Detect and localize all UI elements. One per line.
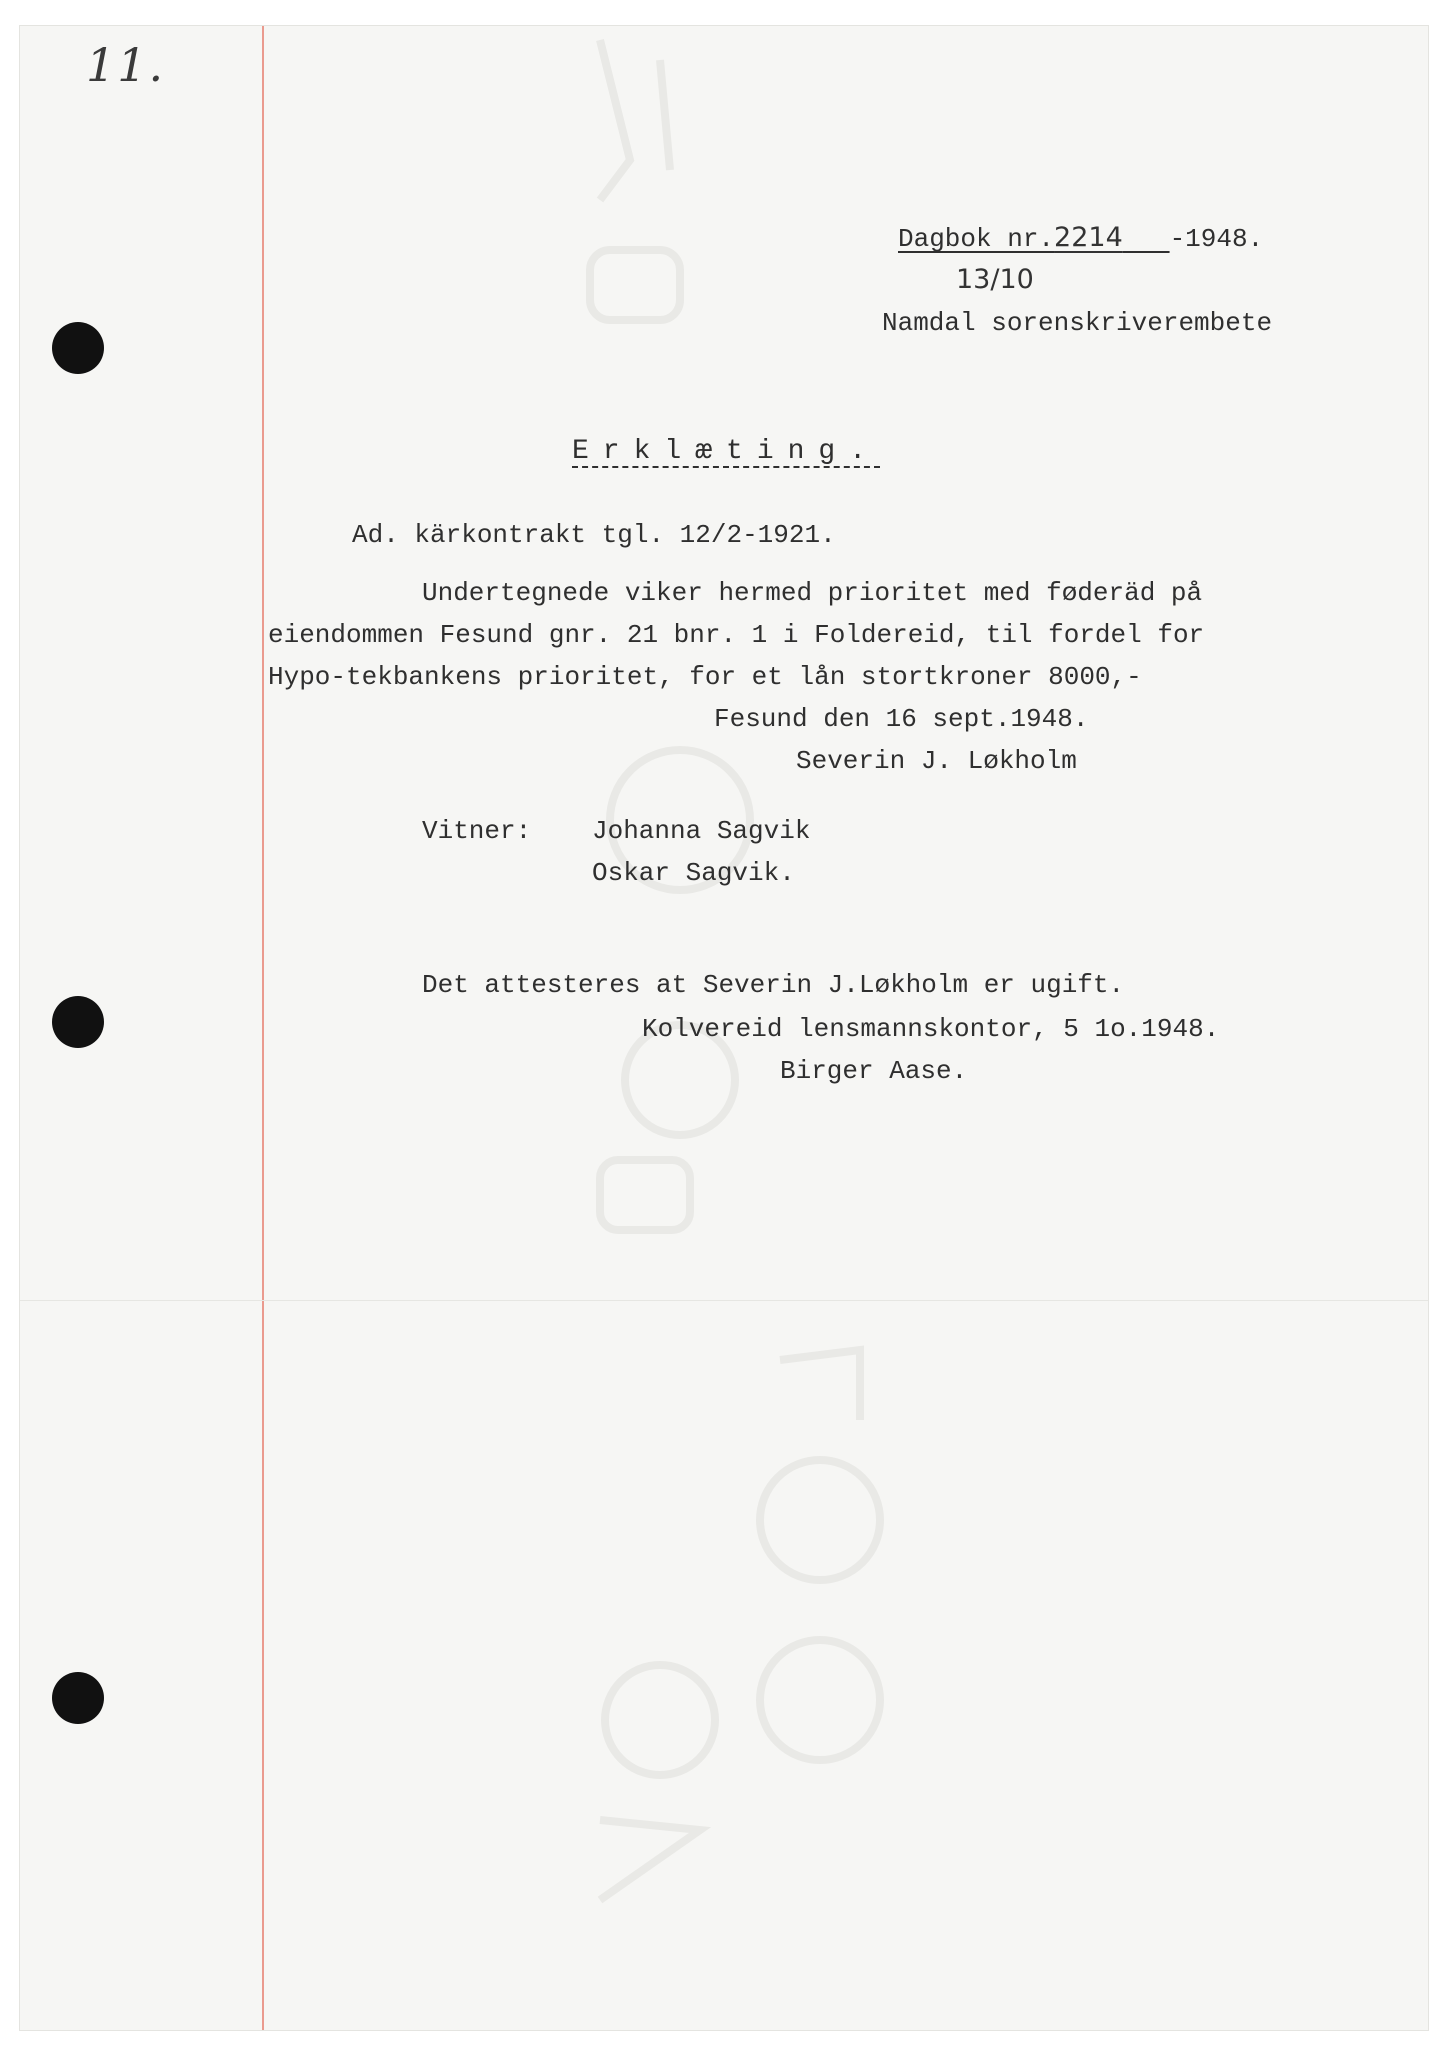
fold-crease [20, 1300, 1428, 1301]
dagbok-number: 2214 [1054, 222, 1123, 253]
office-name: Namdal sorenskriverembete [882, 308, 1273, 338]
body-line-1: Undertegnede viker hermed prioritet med føderäd på [422, 578, 1203, 608]
dagbok-underline-pad [1123, 224, 1170, 254]
witnesses-label: Vitner: [422, 816, 532, 846]
body-line-2: eiendommen Fesund gnr. 21 bnr. 1 i Foldereid, til fordel for [268, 620, 1205, 650]
margin-rule [262, 26, 264, 2030]
attestation-place-date: Kolvereid lensmannskontor, 5 1o.1948. [642, 1014, 1220, 1044]
place-date: Fesund den 16 sept.1948. [714, 704, 1089, 734]
dagbok-year: -1948. [1169, 224, 1264, 254]
signature: Severin J. Løkholm [796, 746, 1077, 776]
punch-hole-middle [52, 996, 104, 1048]
attestation-signature: Birger Aase. [780, 1056, 968, 1086]
attestation-text: Det attesteres at Severin J.Løkholm er ugift. [422, 970, 1125, 1000]
punch-hole-bottom [52, 1672, 104, 1724]
dagbok-label: Dagbok nr. [898, 224, 1055, 254]
document-title: Erklæting. [572, 436, 881, 467]
contract-reference: Ad. kärkontrakt tgl. 12/2-1921. [352, 520, 836, 550]
registration-date: 13/10 [956, 264, 1034, 295]
witness-1: Johanna Sagvik [592, 816, 811, 846]
body-line-3: Hypo-tekbankens prioritet, for et lån stortkroner 8000,- [268, 662, 1142, 692]
dagbok-line [898, 224, 1263, 252]
punch-hole-top [52, 322, 104, 374]
handwritten-page-number: 11. [86, 38, 166, 92]
witness-2: Oskar Sagvik. [592, 858, 795, 888]
